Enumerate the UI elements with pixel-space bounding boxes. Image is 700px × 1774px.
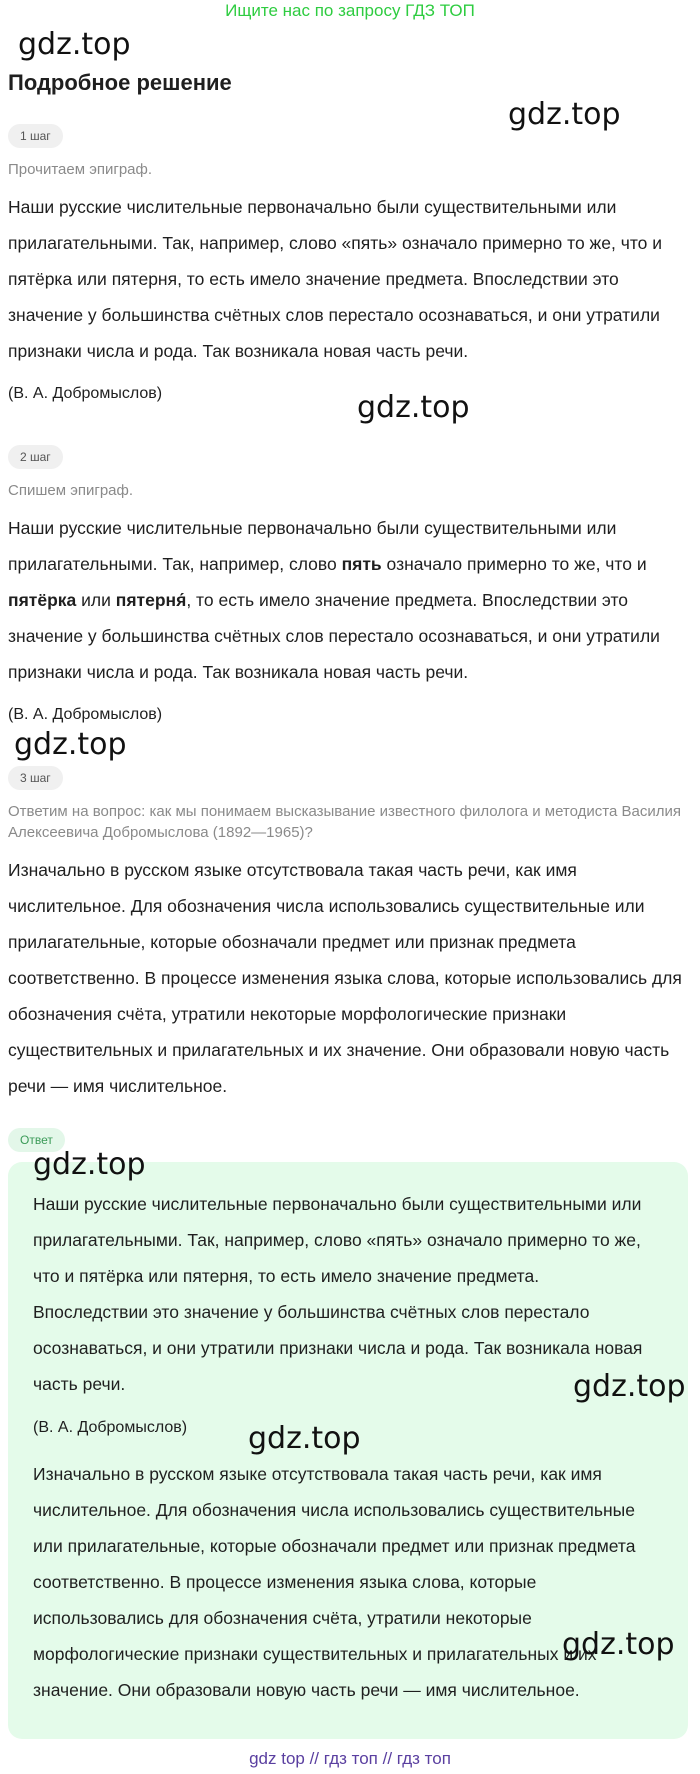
watermark: gdz.top bbox=[508, 97, 621, 132]
watermark: gdz.top bbox=[562, 1627, 675, 1662]
step-intro: Прочитаем эпиграф. bbox=[8, 161, 153, 178]
text-segment: или bbox=[76, 590, 116, 610]
bold-word: пятерня́ bbox=[115, 590, 187, 610]
watermark: gdz.top bbox=[357, 390, 470, 425]
watermark: gdz.top bbox=[18, 27, 131, 62]
search-banner: Ищите нас по запросу ГДЗ ТОП bbox=[225, 1, 475, 20]
answer-badge: Ответ bbox=[8, 1128, 65, 1152]
step-text: Изначально в русском языке отсутствовала такая часть речи, как имя числительное. Для обозначения числа использовались существительные или прилагательные, которые обозначали предмет или признак предмета соответственно. В процессе изменения языка слова, которые использовались для обозначения счёта, утратили некоторые морфологические признаки существительных и прилагательных и их значение. Они образовали новую часть речи — имя числительное. bbox=[8, 860, 682, 1096]
answer-paragraph: Наши русские числительные первоначально были существительными или прилагательными. Так, например, слово «пять» означало примерно то же, что и пятёрка или пятерня, то есть имело значение предмета. Впоследствии это значение у большинства счётных слов перестало осознаваться, и они утратили признаки числа и рода. Так возникала новая часть речи. bbox=[33, 1194, 643, 1394]
watermark: gdz.top bbox=[33, 1147, 146, 1182]
author: (В. А. Добромыслов) bbox=[8, 385, 163, 402]
watermark: gdz.top bbox=[573, 1369, 686, 1404]
step-intro: Спишем эпиграф. bbox=[8, 482, 134, 499]
step-badge: 3 шаг bbox=[8, 766, 63, 790]
step-badge: 1 шаг bbox=[8, 124, 63, 148]
step-badge: 2 шаг bbox=[8, 445, 63, 469]
step-text bbox=[8, 510, 692, 690]
watermark: gdz.top bbox=[14, 727, 127, 762]
step-text: Наши русские числительные первоначально были существительными или прилагательными. Так, например, слово «пять» означало примерно то же, что и пятёрка или пятерня, то есть имело значение предмета. Впоследствии это значение у большинства счётных слов перестало осознаваться, и они утратили признаки числа и рода. Так возникала новая часть речи. bbox=[8, 197, 663, 361]
author: (В. А. Добромыслов) bbox=[8, 706, 163, 723]
page-title: Подробное решение bbox=[8, 70, 232, 95]
text-segment: означало примерно то же, что и bbox=[381, 554, 647, 574]
bold-word: пять bbox=[341, 554, 382, 574]
text-segment: , то есть имело значение предмета. Впоследствии это значение у большинства счётных слов перестало осознаваться, и они утратили признаки числа и рода. Так возникала новая часть речи. bbox=[8, 590, 660, 682]
footer-links[interactable]: gdz top // гдз топ // гдз топ bbox=[249, 1749, 451, 1768]
bold-word: пятёрка bbox=[8, 590, 77, 610]
watermark: gdz.top bbox=[248, 1421, 361, 1456]
step-intro: Ответим на вопрос: как мы понимаем высказывание известного филолога и методиста Василия Алексеевича Добромыслова (1892—1965)? bbox=[8, 803, 681, 841]
text-segment: Наши русские числительные первоначально были существительными или прилагательными. Так, например, слово bbox=[8, 518, 617, 574]
answer-author: (В. А. Добромыслов) bbox=[33, 1419, 188, 1436]
answer-paragraph: Изначально в русском языке отсутствовала такая часть речи, как имя числительное. Для обозначения числа использовались существительные или прилагательные, которые обозначали предмет или признак предмета соответственно. В процессе изменения языка слова, которые использовались для обозначения счёта, утратили некоторые морфологические признаки существительных и прилагательных и их значение. Они образовали новую часть речи — имя числительное. bbox=[33, 1464, 636, 1700]
